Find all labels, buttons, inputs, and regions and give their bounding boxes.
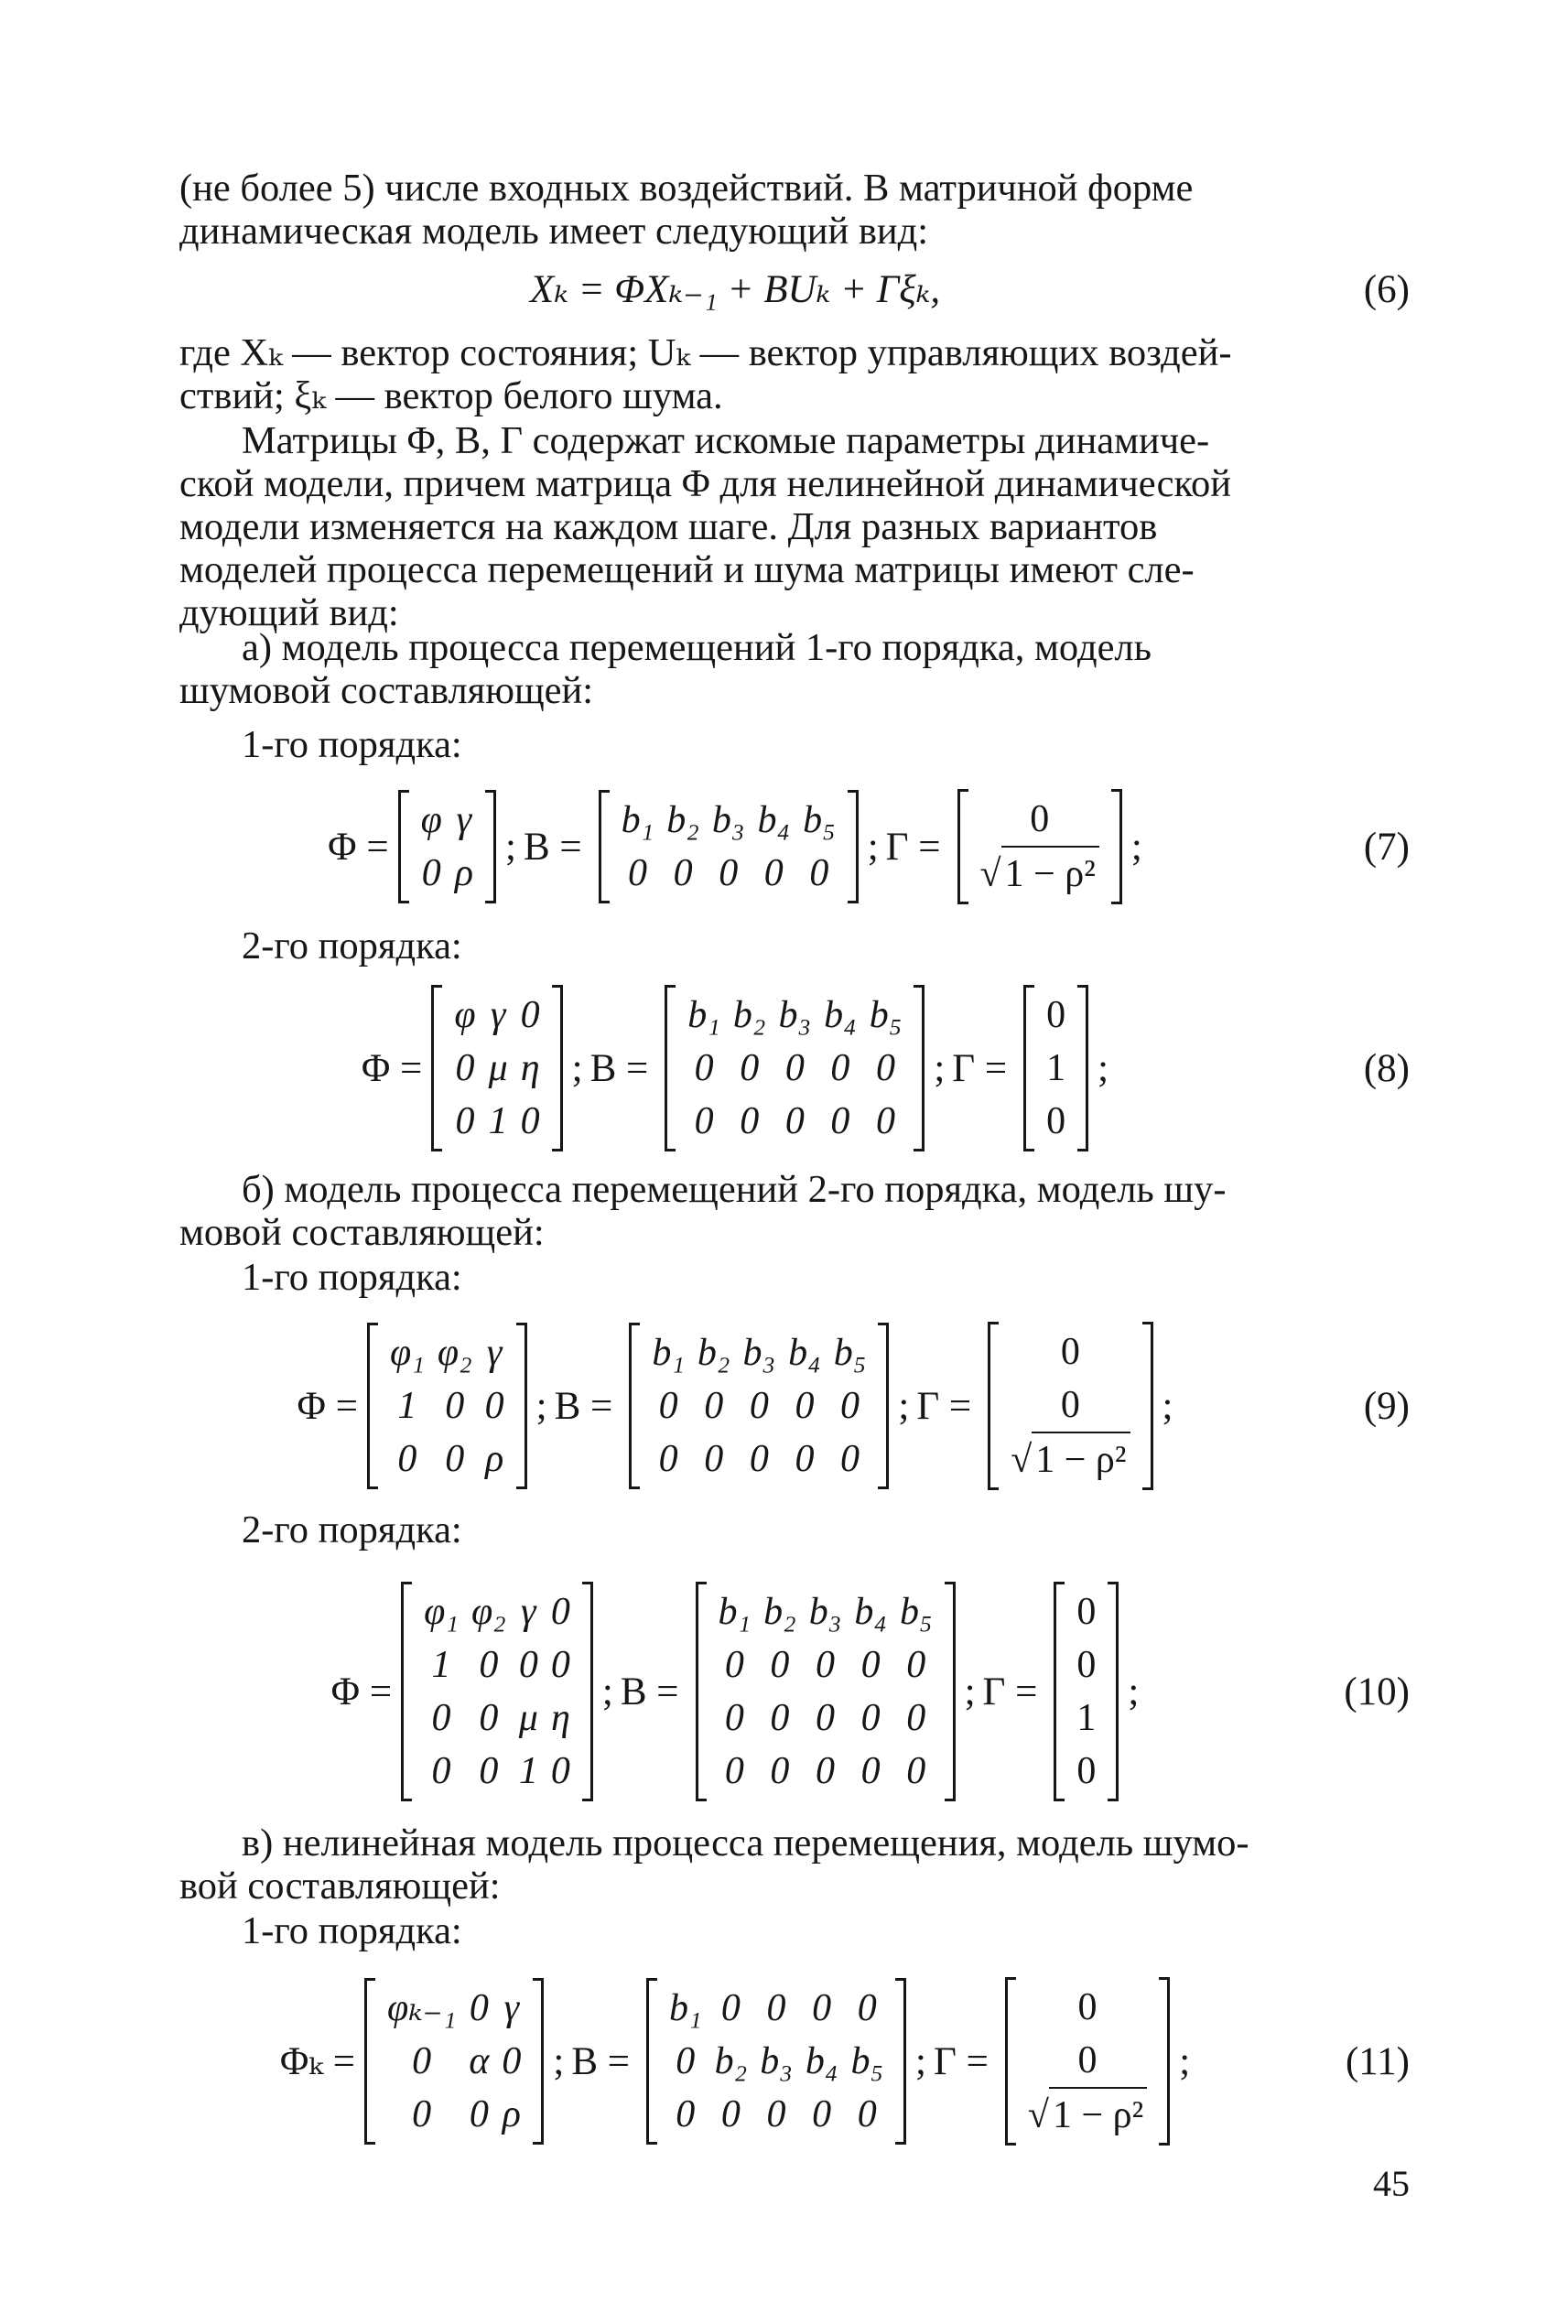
text-line: а) модель процесса перемещений 1-го порядка, модель bbox=[242, 626, 1152, 669]
matrix-grid bbox=[645, 1326, 872, 1486]
matrix-cell: 0 bbox=[719, 852, 739, 894]
b-matrix bbox=[599, 790, 859, 903]
sqrt-body: 1 − ρ² bbox=[1001, 846, 1099, 901]
matrix-cell: γ bbox=[490, 994, 506, 1036]
matrix-cell: φ bbox=[420, 799, 442, 841]
matrix-cell: 0 bbox=[479, 1697, 499, 1739]
equation-number: (9) bbox=[1363, 1384, 1410, 1428]
matrix-cell: 0 bbox=[520, 1100, 540, 1142]
matrix-cell: 0 bbox=[1076, 1591, 1097, 1633]
matrix-cell: b₂ bbox=[763, 1591, 796, 1633]
matrix-cell: b₄ bbox=[805, 2040, 838, 2082]
matrix-cell: b₅ bbox=[869, 994, 903, 1036]
b-label: B = bbox=[589, 1046, 649, 1090]
matrix-cell: φₖ₋₁ bbox=[386, 1987, 457, 2029]
separator: ; bbox=[964, 1670, 976, 1713]
matrix-cell: 0 bbox=[720, 1987, 741, 2029]
matrix-cell: 0 bbox=[906, 1697, 926, 1739]
matrix-cell: 0 bbox=[857, 1987, 877, 2029]
matrix-cell: η bbox=[520, 1047, 540, 1089]
case-c-first-order-label bbox=[179, 1909, 1410, 1952]
matrix-cell: b₂ bbox=[714, 2040, 748, 2082]
matrix-cell: 0 bbox=[812, 1987, 832, 2029]
matrix-cell: 0 bbox=[860, 1644, 881, 1686]
matrix-cell: 0 bbox=[1077, 1986, 1098, 2028]
gamma-matrix bbox=[1005, 1977, 1170, 2146]
matrix-grid bbox=[417, 1585, 577, 1798]
matrix-cell: 0 bbox=[724, 1644, 744, 1686]
matrix-cell: 1 bbox=[488, 1100, 508, 1142]
matrix-cell: ρ bbox=[454, 852, 474, 894]
matrix-cell: 1 bbox=[1076, 1697, 1097, 1739]
matrix-cell: 0 bbox=[518, 1644, 538, 1686]
matrix-grid bbox=[681, 989, 908, 1148]
matrix-cell: 0 bbox=[484, 1385, 504, 1427]
sqrt-cell bbox=[1004, 1432, 1136, 1486]
matrix-cell: φ₁ bbox=[424, 1591, 459, 1633]
matrix-cell: b₂ bbox=[732, 994, 766, 1036]
order-label: 1-го порядка: bbox=[242, 1909, 462, 1952]
b-matrix bbox=[629, 1323, 889, 1489]
matrix-cell: 0 bbox=[784, 1100, 805, 1142]
matrix-grid bbox=[1040, 989, 1072, 1148]
matrix-cell: φ bbox=[454, 994, 476, 1036]
gamma-matrix bbox=[988, 1322, 1152, 1490]
matrix-cell: 0 bbox=[1060, 1384, 1080, 1426]
separator: ; bbox=[553, 2039, 565, 2083]
b-matrix bbox=[646, 1978, 906, 2145]
matrix-cell: 1 bbox=[431, 1644, 451, 1686]
matrix-cell: γ bbox=[486, 1332, 503, 1374]
matrix-cell: 0 bbox=[397, 1438, 417, 1480]
matrix-cell: 0 bbox=[1060, 1331, 1080, 1373]
text-line: дующий вид: bbox=[179, 591, 399, 634]
matrix-cell: 0 bbox=[795, 1438, 815, 1480]
case-c-heading bbox=[179, 1821, 1410, 1908]
equation-10 bbox=[179, 1573, 1410, 1811]
matrix-cell: 0 bbox=[455, 1100, 475, 1142]
matrix-cell: γ bbox=[456, 799, 472, 841]
text-line: (не более 5) числе входных воздействий. В матричной форме bbox=[179, 167, 1194, 210]
matrix-cell: b₃ bbox=[760, 2040, 793, 2082]
separator: ; bbox=[934, 1046, 946, 1090]
matrix-cell: 0 bbox=[740, 1100, 760, 1142]
separator: ; bbox=[1130, 825, 1142, 869]
matrix-cell: 0 bbox=[749, 1385, 769, 1427]
sqrt-sign: √ bbox=[1027, 2094, 1049, 2136]
matrix-grid bbox=[1004, 1325, 1136, 1486]
matrix-cell: b₄ bbox=[757, 799, 791, 841]
matrix-cell: 0 bbox=[431, 1697, 451, 1739]
gamma-matrix bbox=[1023, 985, 1088, 1151]
matrix-cell: 0 bbox=[816, 1644, 836, 1686]
matrix-cell: 0 bbox=[724, 1750, 744, 1792]
matrix-cell: 0 bbox=[412, 2093, 432, 2135]
sqrt-cell bbox=[1022, 2087, 1153, 2142]
text-line: моделей процесса перемещений и шума матрицы имеют сле- bbox=[179, 548, 1195, 591]
matrix-grid bbox=[381, 1982, 527, 2141]
matrix-cell: 0 bbox=[502, 2040, 522, 2082]
phi-matrix bbox=[431, 985, 562, 1151]
matrix-cell: 0 bbox=[812, 2093, 832, 2135]
equation-number: (10) bbox=[1344, 1670, 1410, 1713]
separator: ; bbox=[1098, 1046, 1109, 1090]
matrices-paragraph bbox=[179, 419, 1410, 634]
matrix-cell: μ bbox=[488, 1047, 508, 1089]
matrix-cell: 0 bbox=[830, 1100, 850, 1142]
matrix-cell: b₄ bbox=[788, 1332, 821, 1374]
matrix-cell: 0 bbox=[860, 1697, 881, 1739]
case-b-second-order-label bbox=[179, 1508, 1410, 1551]
matrix-cell: 0 bbox=[1046, 994, 1066, 1036]
gamma-label: Γ = bbox=[982, 1670, 1038, 1713]
matrix-cell: 0 bbox=[455, 1047, 475, 1089]
matrix-cell: 1 bbox=[1046, 1047, 1066, 1089]
matrix-cell: 0 bbox=[906, 1750, 926, 1792]
equation-number: (7) bbox=[1363, 825, 1410, 869]
phi-label: Φ = bbox=[297, 1384, 358, 1428]
matrix-cell: 0 bbox=[704, 1385, 724, 1427]
order-label: 1-го порядка: bbox=[242, 723, 462, 766]
separator: ; bbox=[535, 1384, 547, 1428]
gamma-matrix bbox=[957, 789, 1122, 904]
matrix-cell: φ₂ bbox=[470, 1591, 506, 1633]
phi-matrix bbox=[364, 1978, 544, 2145]
matrix-cell: 0 bbox=[421, 852, 441, 894]
gamma-label: Γ = bbox=[934, 2039, 989, 2083]
matrix-cell: 0 bbox=[809, 852, 829, 894]
matrix-cell: 0 bbox=[840, 1385, 860, 1427]
phi-label: Φ = bbox=[328, 825, 389, 869]
matrix-grid bbox=[1022, 1981, 1153, 2142]
matrix-cell: 0 bbox=[784, 1047, 805, 1089]
equation-8 bbox=[179, 981, 1410, 1155]
matrix-cell: 0 bbox=[1076, 1750, 1097, 1792]
equation-9 bbox=[179, 1314, 1410, 1497]
case-b-heading bbox=[179, 1168, 1410, 1254]
matrix-grid bbox=[663, 1982, 890, 2141]
matrix-cell: 0 bbox=[720, 2093, 741, 2135]
order-label: 2-го порядка: bbox=[242, 924, 462, 967]
gamma-label: Γ = bbox=[952, 1046, 1008, 1090]
matrix-cell: 0 bbox=[860, 1750, 881, 1792]
matrix-grid bbox=[615, 794, 842, 900]
matrix-cell: α bbox=[469, 2040, 490, 2082]
matrix-cell: b₂ bbox=[697, 1332, 730, 1374]
matrix-grid bbox=[1070, 1585, 1102, 1798]
matrix-cell: b₄ bbox=[824, 994, 857, 1036]
b-label: B = bbox=[523, 825, 582, 869]
matrix-cell: b₅ bbox=[899, 1591, 933, 1633]
matrix-grid bbox=[974, 793, 1106, 901]
matrix-cell: 0 bbox=[749, 1438, 769, 1480]
separator: ; bbox=[1128, 1670, 1140, 1713]
matrix-cell: 0 bbox=[770, 1750, 790, 1792]
text-line: ской модели, причем матрица Φ для нелинейной динамической bbox=[179, 462, 1231, 505]
matrix-cell: 0 bbox=[469, 1987, 489, 2029]
matrix-cell: γ bbox=[503, 1987, 520, 2029]
matrix-cell: b₃ bbox=[742, 1332, 776, 1374]
matrix-cell: μ bbox=[518, 1697, 538, 1739]
case-a-second-order-label bbox=[179, 924, 1410, 967]
order-label: 2-го порядка: bbox=[242, 1508, 462, 1551]
phi-label: Φ = bbox=[330, 1670, 393, 1713]
matrix-cell: ρ bbox=[502, 2093, 521, 2135]
gamma-label: Γ = bbox=[916, 1384, 972, 1428]
matrix-grid bbox=[712, 1585, 939, 1798]
matrix-cell: 0 bbox=[766, 1987, 786, 2029]
separator: ; bbox=[867, 825, 879, 869]
matrix-cell: 0 bbox=[676, 2093, 696, 2135]
matrix-cell: 0 bbox=[550, 1591, 570, 1633]
matrix-cell: b₃ bbox=[808, 1591, 842, 1633]
sqrt-sign: √ bbox=[1011, 1439, 1033, 1481]
matrix-cell: 0 bbox=[830, 1047, 850, 1089]
case-b-first-order-label bbox=[179, 1256, 1410, 1299]
phi-label: Φ = bbox=[361, 1046, 423, 1090]
matrix-cell: 0 bbox=[704, 1438, 724, 1480]
matrix-cell: 0 bbox=[431, 1750, 451, 1792]
matrix-cell: 0 bbox=[1046, 1100, 1066, 1142]
separator: ; bbox=[915, 2039, 926, 2083]
matrix-cell: 0 bbox=[627, 852, 647, 894]
equation-11 bbox=[179, 1970, 1410, 2153]
matrix-cell: b₅ bbox=[850, 2040, 884, 2082]
matrix-cell: 0 bbox=[857, 2093, 877, 2135]
text-line: динамическая модель имеет следующий вид: bbox=[179, 210, 929, 253]
matrix-cell: 0 bbox=[876, 1100, 896, 1142]
matrix-cell: 0 bbox=[694, 1100, 714, 1142]
matrix-cell: 0 bbox=[763, 852, 784, 894]
matrix-cell: b₁ bbox=[621, 799, 654, 841]
matrix-cell: φ₁ bbox=[389, 1332, 425, 1374]
separator: ; bbox=[505, 825, 516, 869]
gamma-label: Γ = bbox=[885, 825, 941, 869]
text-line: мовой составляющей: bbox=[179, 1211, 545, 1254]
matrix-cell: 0 bbox=[479, 1644, 499, 1686]
matrix-cell: 0 bbox=[1030, 798, 1050, 840]
matrix-cell: b₃ bbox=[778, 994, 812, 1036]
matrix-cell: 1 bbox=[518, 1750, 538, 1792]
matrix-cell: 0 bbox=[724, 1697, 744, 1739]
matrix-cell: φ₂ bbox=[437, 1332, 472, 1374]
sqrt-sign: √ bbox=[979, 853, 1001, 895]
matrix-grid bbox=[415, 794, 480, 900]
matrix-cell: 0 bbox=[876, 1047, 896, 1089]
text-line: модели изменяется на каждом шаге. Для разных вариантов bbox=[179, 505, 1158, 548]
matrix-cell: 0 bbox=[840, 1438, 860, 1480]
matrix-cell: 0 bbox=[469, 2093, 489, 2135]
equation-7 bbox=[179, 787, 1410, 906]
b-matrix bbox=[665, 985, 925, 1151]
b-label: B = bbox=[620, 1670, 679, 1713]
matrix-cell: b₁ bbox=[669, 1987, 702, 2029]
matrix-cell: η bbox=[550, 1697, 570, 1739]
matrix-cell: 0 bbox=[740, 1047, 760, 1089]
matrix-cell: 0 bbox=[906, 1644, 926, 1686]
matrix-cell: 0 bbox=[770, 1644, 790, 1686]
matrix-grid bbox=[384, 1326, 511, 1486]
matrix-cell: 0 bbox=[1076, 1644, 1097, 1686]
matrix-cell: b₁ bbox=[687, 994, 720, 1036]
intro-paragraph bbox=[179, 167, 1410, 253]
phi-k-label: Φₖ = bbox=[279, 2040, 355, 2083]
b-label: B = bbox=[554, 1384, 613, 1428]
matrix-cell: 0 bbox=[770, 1697, 790, 1739]
gamma-matrix bbox=[1054, 1582, 1119, 1801]
matrix-cell: 1 bbox=[397, 1385, 417, 1427]
equation-number: (6) bbox=[1363, 267, 1410, 311]
b-label: B = bbox=[571, 2039, 630, 2083]
text-line: ствий; ξₖ — вектор белого шума. bbox=[179, 374, 723, 417]
text-line: Матрицы Φ, B, Γ содержат искомые параметры динамиче- bbox=[242, 419, 1210, 462]
matrix-cell: 0 bbox=[816, 1697, 836, 1739]
equation-number: (8) bbox=[1363, 1046, 1410, 1090]
text-line: в) нелинейная модель процесса перемещения, модель шумо- bbox=[242, 1821, 1249, 1865]
text-line: шумовой составляющей: bbox=[179, 669, 594, 712]
matrix-cell: 0 bbox=[658, 1438, 678, 1480]
matrix-cell: 0 bbox=[445, 1438, 465, 1480]
case-a-first-order-label bbox=[179, 723, 1410, 766]
phi-matrix bbox=[401, 1582, 593, 1801]
matrix-cell: 0 bbox=[673, 852, 693, 894]
matrix-cell: 0 bbox=[694, 1047, 714, 1089]
equation-6 bbox=[179, 262, 1410, 317]
equation-number: (11) bbox=[1345, 2039, 1410, 2083]
case-a-heading bbox=[179, 626, 1410, 712]
order-label: 1-го порядка: bbox=[242, 1256, 462, 1299]
separator: ; bbox=[571, 1046, 583, 1090]
matrix-cell: b₅ bbox=[833, 1332, 867, 1374]
sqrt-cell bbox=[974, 846, 1106, 901]
matrix-cell: b₁ bbox=[718, 1591, 752, 1633]
matrix-cell: b₃ bbox=[711, 799, 745, 841]
text-line: вой составляющей: bbox=[179, 1865, 501, 1908]
matrix-cell: 0 bbox=[412, 2040, 432, 2082]
sqrt-body: 1 − ρ² bbox=[1032, 1432, 1130, 1486]
matrix-cell: 0 bbox=[520, 994, 540, 1036]
matrix-cell: 0 bbox=[445, 1385, 465, 1427]
b-matrix bbox=[696, 1582, 956, 1801]
matrix-cell: b₄ bbox=[854, 1591, 887, 1633]
matrix-cell: 0 bbox=[658, 1385, 678, 1427]
matrix-cell: 0 bbox=[550, 1644, 570, 1686]
text-line: б) модель процесса перемещений 2-го порядка, модель шу- bbox=[242, 1168, 1227, 1211]
separator: ; bbox=[898, 1384, 910, 1428]
separator: ; bbox=[1162, 1384, 1173, 1428]
matrix-cell: b₂ bbox=[666, 799, 699, 841]
equation-6-formula: Xₖ = ΦXₖ₋₁ + BUₖ + Γξₖ, bbox=[529, 268, 941, 311]
matrix-cell: γ bbox=[521, 1591, 536, 1633]
separator: ; bbox=[601, 1670, 613, 1713]
matrix-cell: 0 bbox=[816, 1750, 836, 1792]
matrix-cell: 0 bbox=[795, 1385, 815, 1427]
matrix-cell: b₁ bbox=[652, 1332, 685, 1374]
matrix-grid bbox=[448, 989, 546, 1148]
definitions-paragraph bbox=[179, 331, 1410, 417]
phi-matrix bbox=[367, 1323, 527, 1489]
phi-matrix bbox=[398, 790, 496, 903]
matrix-cell: 0 bbox=[550, 1750, 570, 1792]
matrix-cell: ρ bbox=[485, 1438, 504, 1480]
matrix-cell: 0 bbox=[766, 2093, 786, 2135]
matrix-cell: b₅ bbox=[803, 799, 836, 841]
sqrt-body: 1 − ρ² bbox=[1049, 2087, 1147, 2142]
matrix-cell: 0 bbox=[1077, 2039, 1098, 2081]
separator: ; bbox=[1179, 2039, 1191, 2083]
text-line: где Xₖ — вектор состояния; Uₖ — вектор управляющих воздей- bbox=[179, 331, 1232, 374]
matrix-cell: 0 bbox=[479, 1750, 499, 1792]
page-number: 45 bbox=[1373, 2163, 1410, 2204]
matrix-cell: 0 bbox=[676, 2040, 696, 2082]
